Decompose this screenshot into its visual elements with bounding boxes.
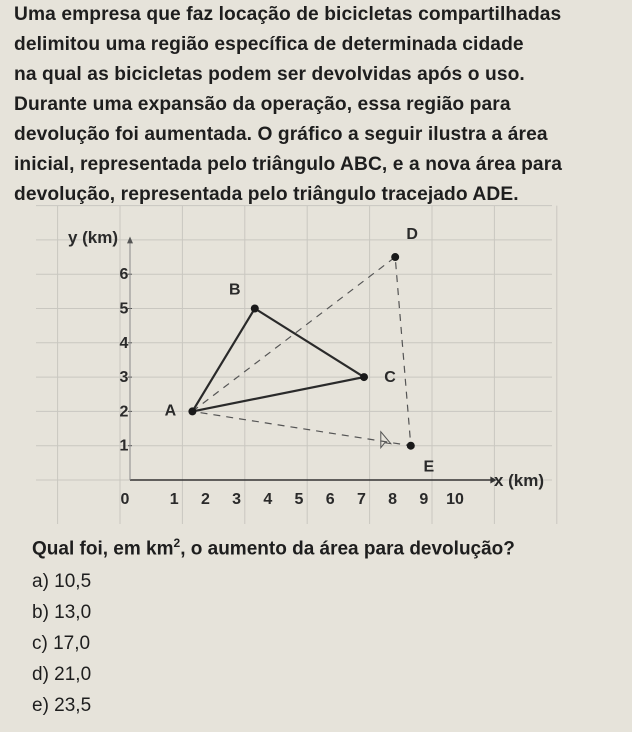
y-tick-label: 6 (119, 266, 129, 284)
x-tick-label: 9 (419, 491, 429, 508)
x-tick-label: 10 (446, 491, 464, 508)
problem-line: devolução, representada pelo triângulo tracejado ADE. (14, 184, 519, 205)
question-suffix: , o aumento da área para devolução? (180, 538, 515, 560)
x-tick-label: 2 (200, 491, 210, 508)
option-a[interactable]: a) 10,5 (32, 571, 92, 592)
x-tick-label: 1 (169, 491, 179, 508)
point-b (251, 305, 259, 313)
problem-line: delimitou uma região específica de determinada cidade (14, 34, 524, 55)
problem-line: Durante uma expansão da operação, essa região para (14, 94, 511, 115)
question-unit: km (146, 538, 174, 560)
option-d[interactable]: d) 21,0 (32, 664, 92, 685)
y-axis-label: y (km) (67, 228, 119, 247)
answer-options (32, 566, 91, 721)
problem-line: devolução foi aumentada. O gráfico a seguir ilustra a área (14, 124, 548, 145)
question-text (32, 536, 515, 560)
y-tick-label: 2 (119, 403, 129, 421)
point-label-e: E (423, 458, 435, 476)
problem-line: inicial, representada pelo triângulo ABC, e a nova área para (14, 154, 563, 175)
point-a (188, 407, 196, 415)
problem-line: na qual as bicicletas podem ser devolvidas após o uso. (14, 64, 525, 85)
point-label-c: C (384, 369, 396, 387)
y-tick-label: 4 (119, 334, 129, 352)
x-tick-label: 4 (263, 491, 273, 508)
question-exponent: 2 (173, 536, 181, 550)
x-tick-label: 8 (388, 491, 398, 508)
point-d (391, 253, 399, 261)
x-tick-label: 7 (356, 491, 366, 508)
y-tick-label: 1 (119, 437, 129, 455)
point-label-b: B (229, 281, 241, 299)
x-tick-label: 6 (325, 491, 335, 508)
y-tick-label: 3 (119, 369, 129, 387)
point-label-d: D (406, 226, 418, 244)
question-prefix: Qual foi, em (32, 538, 147, 560)
point-label-a: A (164, 402, 177, 420)
x-tick-label: 3 (232, 491, 242, 508)
x-axis-label: x (km) (493, 471, 545, 490)
option-e[interactable]: e) 23,5 (32, 695, 92, 716)
triangle-ade-dashed (192, 257, 410, 446)
option-c[interactable]: c) 17,0 (32, 633, 91, 654)
point-c (360, 373, 368, 381)
problem-line: Uma empresa que faz locação de bicicletas compartilhadas (14, 4, 562, 25)
x-tick-label: 0 (120, 491, 130, 508)
option-b[interactable]: b) 13,0 (32, 602, 92, 623)
point-e (407, 442, 415, 450)
triangle-abc-solid (192, 309, 364, 412)
x-tick-label: 5 (294, 491, 304, 508)
y-tick-label: 5 (119, 300, 129, 318)
